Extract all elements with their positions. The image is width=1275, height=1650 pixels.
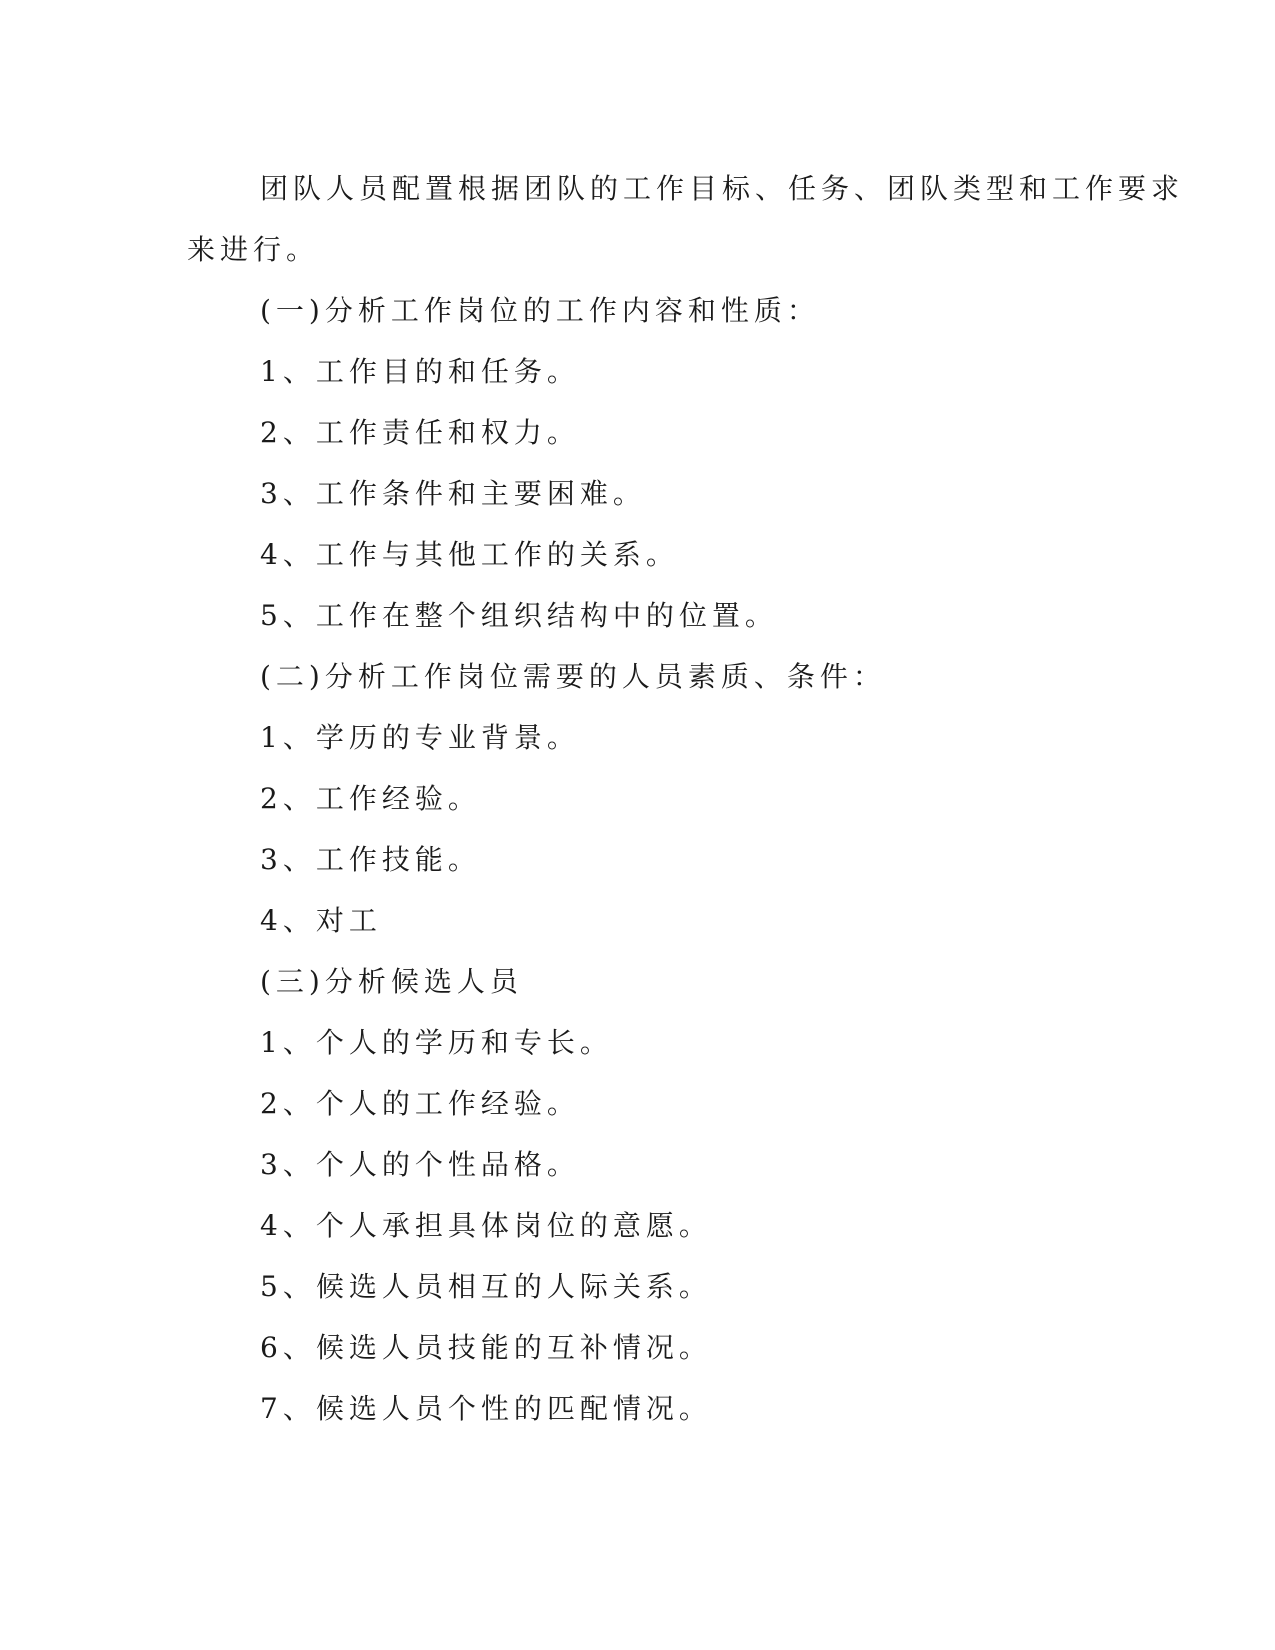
list-item: 1、学历的专业背景。 — [260, 721, 580, 754]
list-item: 1、个人的学历和专长。 — [260, 1026, 613, 1059]
section-heading-1: (一)分析工作岗位的工作内容和性质： — [260, 294, 820, 327]
list-item: 3、工作技能。 — [260, 843, 481, 876]
list-item: 5、候选人员相互的人际关系。 — [260, 1270, 712, 1303]
list-item: 1、工作目的和任务。 — [260, 355, 580, 388]
list-item: 4、个人承担具体岗位的意愿。 — [260, 1209, 712, 1242]
list-item: 3、工作条件和主要困难。 — [260, 477, 646, 510]
section-heading-3: (三)分析候选人员 — [260, 965, 523, 998]
list-item: 2、个人的工作经验。 — [260, 1087, 580, 1120]
list-item: 7、候选人员个性的匹配情况。 — [260, 1392, 712, 1425]
list-item: 2、工作责任和权力。 — [260, 416, 580, 449]
list-item: 3、个人的个性品格。 — [260, 1148, 580, 1181]
list-item: 5、工作在整个组织结构中的位置。 — [260, 599, 778, 632]
list-item: 4、对工 — [260, 904, 382, 937]
intro-paragraph-line-2: 来进行。 — [187, 233, 320, 266]
list-item: 2、工作经验。 — [260, 782, 481, 815]
section-heading-2: (二)分析工作岗位需要的人员素质、条件： — [260, 660, 886, 693]
document-body — [187, 158, 1185, 1439]
intro-paragraph-line-1: 团队人员配置根据团队的工作目标、任务、团队类型和工作要求 — [260, 172, 1185, 205]
list-item: 4、工作与其他工作的关系。 — [260, 538, 679, 571]
list-item: 6、候选人员技能的互补情况。 — [260, 1331, 712, 1364]
